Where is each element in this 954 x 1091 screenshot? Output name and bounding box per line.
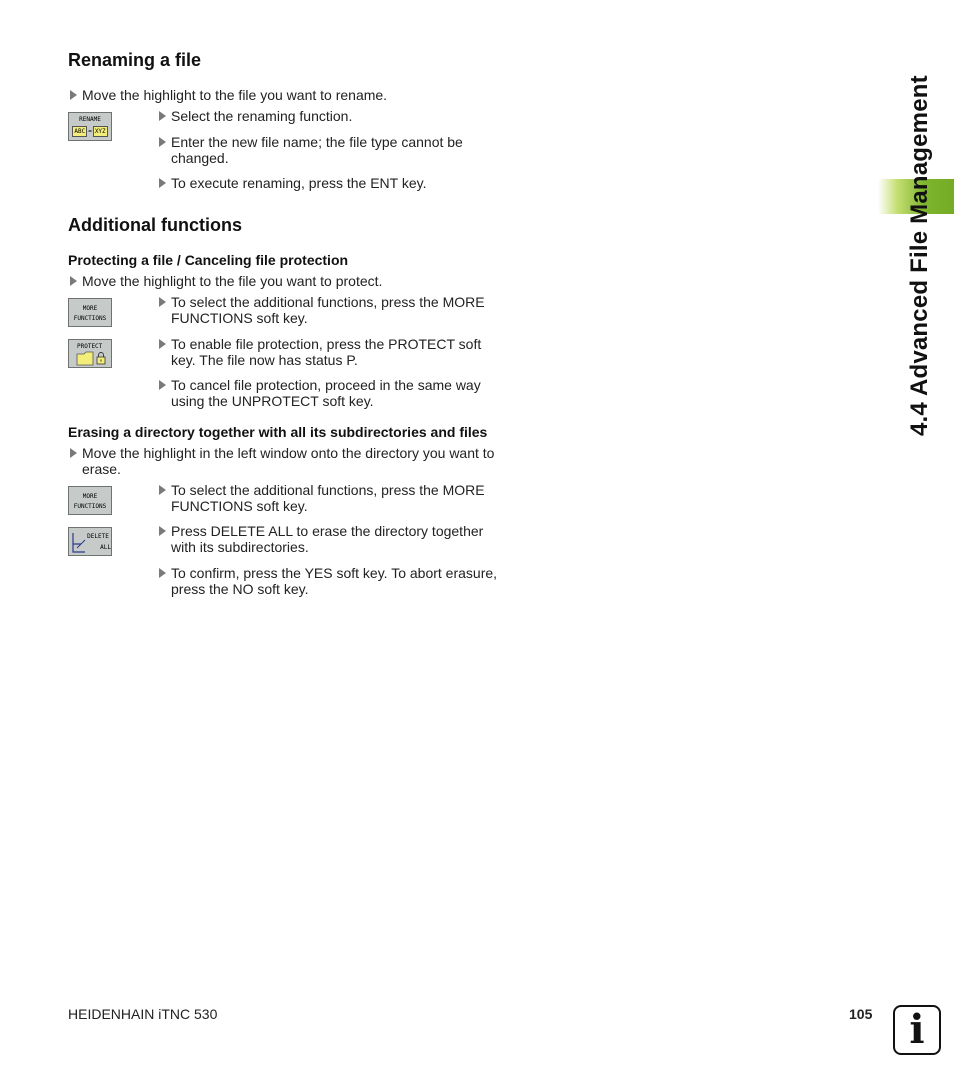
step-rename-2: Select the renaming function.	[171, 108, 511, 124]
step-rename-1: Move the highlight to the file you want to rename.	[82, 87, 502, 103]
step-erase-4: To confirm, press the YES soft key. To abort erasure, press the NO soft key.	[171, 565, 516, 597]
more-softkey-2-line2: FUNCTIONS	[73, 503, 107, 510]
more-softkey-2-line1: MORE	[82, 493, 98, 500]
info-glyph: i	[909, 1006, 925, 1053]
more-functions-softkey[interactable]	[68, 298, 112, 327]
delete-softkey-line2: ALL	[100, 544, 111, 551]
protect-softkey-label: PROTECT	[77, 343, 103, 350]
heading-additional: Additional functions	[68, 215, 242, 235]
step-protect-1: Move the highlight to the file you want to protect.	[82, 273, 502, 289]
delete-all-softkey[interactable]	[68, 527, 112, 556]
step-protect-4: To cancel file protection, proceed in the same way using the UNPROTECT soft key.	[171, 377, 506, 409]
more-softkey-line2: FUNCTIONS	[73, 315, 107, 322]
step-erase-1: Move the highlight in the left window onto the directory you want to erase.	[82, 445, 512, 477]
chapter-side-title: 4.4 Advanced File Management	[906, 75, 933, 436]
step-rename-3: Enter the new file name; the file type cannot be changed.	[171, 134, 501, 166]
step-protect-2: To select the additional functions, press the MORE FUNCTIONS soft key.	[171, 294, 511, 326]
subheading-erase: Erasing a directory together with all its subdirectories and files	[68, 424, 488, 440]
protect-softkey[interactable]	[68, 339, 112, 368]
more-softkey-line1: MORE	[82, 305, 98, 312]
subheading-protect: Protecting a file / Canceling file protection	[68, 252, 349, 268]
step-rename-4: To execute renaming, press the ENT key.	[171, 175, 511, 191]
rename-from-box: ABC	[74, 128, 86, 135]
heading-renaming: Renaming a file	[68, 50, 202, 70]
more-functions-softkey-2[interactable]	[68, 486, 112, 515]
delete-softkey-line1: DELETE	[87, 533, 109, 540]
rename-softkey-label: RENAME	[79, 116, 101, 123]
rename-softkey[interactable]	[68, 112, 112, 141]
info-icon	[893, 1005, 941, 1055]
step-erase-2: To select the additional functions, press the MORE FUNCTIONS soft key.	[171, 482, 511, 514]
page-number: 105	[849, 1006, 873, 1022]
step-protect-3: To enable file protection, press the PROTECT soft key. The file now has status P.	[171, 336, 501, 368]
rename-equals: =	[88, 128, 92, 135]
footer-product: HEIDENHAIN iTNC 530	[68, 1006, 218, 1022]
folder-lock-icon	[76, 351, 108, 366]
step-erase-3: Press DELETE ALL to erase the directory together with its subdirectories.	[171, 523, 501, 555]
rename-to-box: XYZ	[94, 128, 106, 135]
